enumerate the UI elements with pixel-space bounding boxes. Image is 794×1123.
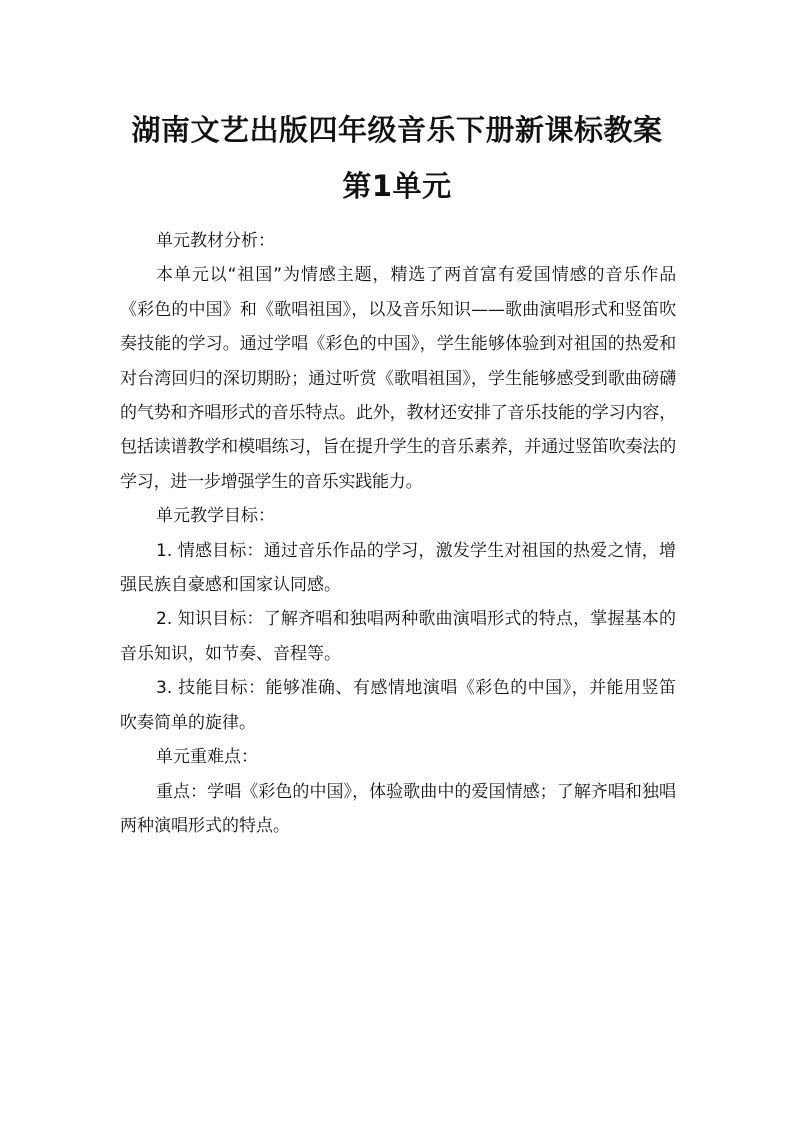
document-title: 湖南文艺出版四年级音乐下册新课标教案 [131,113,663,147]
section-heading-key-points: 单元重难点： [156,747,258,768]
objective-skill: 3. 技能目标：能够准确、有感情地演唱《彩色的中国》，并能用竖笛吹奏简单的旋律。 [120,678,676,733]
document-body [120,224,676,843]
section-heading-analysis: 单元教材分析： [156,231,275,251]
unit-title: 第1单元 [342,169,452,203]
objective-knowledge: 2. 知识目标：了解齐唱和独唱两种歌曲演唱形式的特点，掌握基本的音乐知识，如节奏、音程等。 [120,609,676,664]
key-points-paragraph: 重点：学唱《彩色的中国》，体验歌曲中的爱国情感；了解齐唱和独唱两种演唱形式的特点。 [120,781,676,836]
objective-emotion: 1. 情感目标：通过音乐作品的学习，激发学生对祖国的热爱之情，增强民族自豪感和国家认同感。 [120,540,676,596]
section-heading-objectives: 单元教学目标： [156,506,275,527]
paragraph-analysis: 本单元以“祖国”为情感主题，精选了两首富有爱国情感的音乐作品《彩色的中国》和《歌唱祖国》，以及音乐知识——歌曲演唱形式和竖笛吹奏技能的学习。通过学唱《彩色的中国》，学生能够体验到对祖国的热爱和对台湾回归的深切期盼；通过听赏《歌唱祖国》，学生能够感受到歌曲磅礴的气势和齐唱形式的音乐特点。此外，教材还安排了音乐技能的学习内容，包括读谱教学和模唱练习，旨在提升学生的音乐素养，并通过竖笛吹奏法的学习，进一步增强学生的音乐实践能力。 [120,265,676,492]
